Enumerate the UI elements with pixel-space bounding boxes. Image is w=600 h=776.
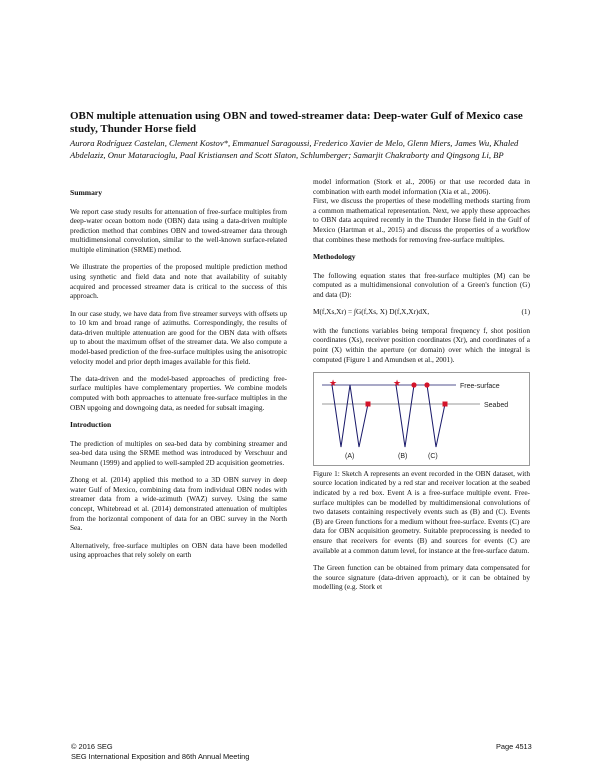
summary-paragraph: We report case study results for attenuation of free-surface multiples from deep-water ocean bottom node (OBN) data using a data-driven multiple prediction method that combines OBN and towed-streamer data through multidimensional convolution, similar to the well-known surface-related multiple elimination (SRME) method.: [70, 206, 287, 254]
right-column: [313, 177, 530, 600]
page-label: Page: [496, 742, 514, 751]
equation-1: [313, 307, 530, 317]
event-label-b: (B): [398, 452, 408, 460]
body-paragraph: The Green function can be obtained from primary data compensated for the source signature (data-driven approach), or it can be obtained by modelling (e.g. Stork et: [313, 563, 530, 592]
summary-paragraph: The data-driven and the model-based approaches of predicting free-surface multiples have complementary properties. We combine models computed with both approaches to attenuate free-surface multiples in the OBN upgoing and downgoing data, as needed for subsalt imaging.: [70, 373, 287, 412]
intro-paragraph: The prediction of multiples on sea-bed data by combining streamer and sea-bed data using the SRME method was introduced by Verschuur and Neumann (1999) and applied to well-sampled 2D acquisition geometries.: [70, 438, 287, 467]
summary-paragraph: We illustrate the properties of the proposed multiple prediction method using synthetic and field data and note that availability of suitably acquired and processed streamer data is critical to the success of this approach.: [70, 262, 287, 301]
copyright: © 2016 SEG: [71, 742, 113, 751]
left-column: [70, 188, 287, 568]
ray-path-c: [427, 385, 445, 447]
figure-1: [313, 372, 530, 466]
event-label-c: (C): [428, 452, 438, 460]
page-number-block: [496, 742, 532, 752]
receiver-box-a: [366, 401, 371, 406]
receiver-box-c: [443, 401, 448, 406]
source-dot-c: [424, 382, 429, 387]
page-number: 4513: [515, 742, 532, 751]
free-surface-label: Free-surface: [460, 382, 500, 390]
introduction-heading: Introduction: [70, 420, 112, 430]
methodology-paragraph: with the functions variables being temporal frequency f, shot position coordinates (Xs), receiver position coordinates (Xr), and coordinates of a point (X) within the aperture (or domain) over which the integral is computed (Figure 1 and Amundsen et al., 2001).: [313, 325, 530, 364]
source-star-b: ★: [393, 377, 402, 388]
intro-paragraph: Alternatively, free-surface multiples on OBN data have been modelled using approaches that rely solely on earth: [70, 540, 287, 560]
figure-1-sketch: [314, 373, 529, 465]
receiver-dot-b: [411, 382, 416, 387]
methodology-paragraph: The following equation states that free-surface multiples (M) can be computed as a multidimensional convolution of a Green's function (G) and data (D):: [313, 270, 530, 299]
summary-heading: Summary: [70, 188, 103, 197]
ray-path-a: [332, 385, 368, 447]
meeting-name: SEG International Exposition and 86th Annual Meeting: [71, 751, 250, 761]
author-list: Aurora Rodríguez Castelan, Clement Kostov*, Emmanuel Saragoussi, Frederico Xavier de Melo, Glenn Miers, James Wu, Khaled Abdelaziz, Onur Mataracioglu, Paal Kristiansen and Scott Slaton, Schlumberger; Samarjit Chakraborty and Qingsong Li, BP: [70, 138, 519, 160]
methodology-heading: Methodology: [313, 251, 356, 261]
equation-text: M(f,Xs,Xr) = ∫G(f,Xs, X) D(f,X,Xr)dX,: [313, 307, 430, 317]
seabed-label: Seabed: [484, 401, 509, 409]
ray-path-b: [396, 385, 414, 447]
footer-left: [71, 742, 249, 761]
figure-1-caption: Figure 1: Sketch A represents an event recorded in the OBN dataset, with source location indicated by a red star and receiver location at the seabed indicated by a red box. Event A is a free-surface multiple event. Free-surface multiples can be modelled by multidimensional convolutions of two datasets containing respectively events such as (B) and (C). Events (B) are Green functions for a medium without free-surface. Events (C) are data for OBN acquisition geometry. Suitable preprocessing is needed to ensure that receivers for events (B) and sources for events (C) are available at a common datum level, for instance at the free-surface datum.: [313, 468, 530, 555]
event-label-a: (A): [345, 452, 355, 460]
body-paragraph: model information (Stork et al., 2006) or that use recorded data in combination with earth model information (Xia et al., 2006).: [313, 177, 530, 196]
body-paragraph: First, we discuss the properties of these modelling methods starting from a common mathematical representation. Next, we apply these approaches to OBN data acquired recently in the Thunder Horse field in the Gulf of Mexico (Hartman et al., 2015) and discuss the properties of a workflow that combines these methods for removing free-surface multiples.: [313, 196, 530, 244]
summary-paragraph: In our case study, we have data from five streamer surveys with offsets up to 10 km and broad range of azimuths. Correspondingly, the results of data-driven multiple attenuation are good for the OBN data with offsets up to about the maximum offset of the streamer data. We also compute a model-based prediction of the free-surface multiples using the anisotropic velocity model and prior depth images available for this field.: [70, 308, 287, 366]
paper-title: OBN multiple attenuation using OBN and towed-streamer data: Deep-water Gulf of Mexico case study, Thunder Horse field: [70, 110, 523, 135]
intro-paragraph: Zhong et al. (2014) applied this method to a 3D OBN survey in deep water Gulf of Mexico, combining data from individual OBN nodes with streamer data from a wide-azimuth (WAZ) survey. Using the same concept, Whitebread et al. (2014) demonstrated attenuation of multiples from the horizontal component of data for an OBC survey in the North Sea.: [70, 475, 287, 533]
equation-number: (1): [521, 307, 530, 317]
source-star-a: ★: [329, 377, 338, 388]
